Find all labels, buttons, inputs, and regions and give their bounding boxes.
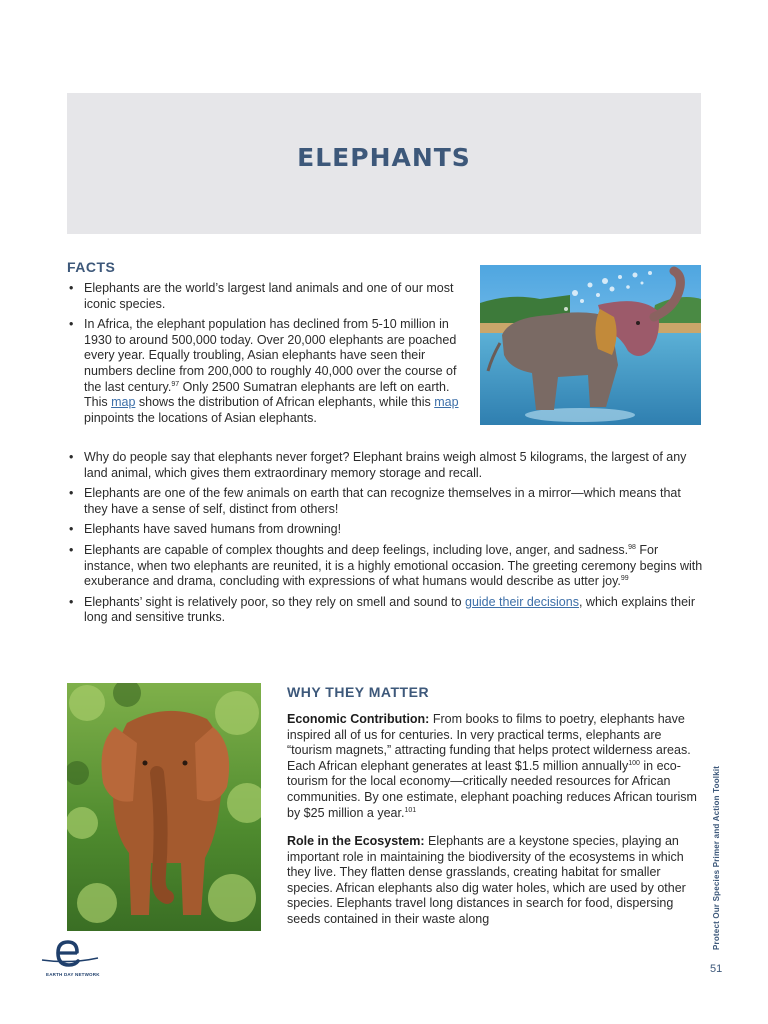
elephant-bathing-photo — [480, 265, 701, 425]
list-item: • Elephants are capable of complex thoughts and deep feelings, including love, anger, and sadness.$^{98}$ For instance, when two elephants are reunited, it is a highly emotional occasion. The greeting ceremony begins with exuberance and drama, concluding with expressions of what humans would describe as utter joy.$^{99}$ — [67, 543, 703, 590]
list-item: • Elephants have saved humans from drowning! — [67, 522, 703, 538]
economic-label: Economic Contribution: — [287, 712, 430, 726]
list-item: • Elephants are the world’s largest land animals and one of our most iconic species. — [67, 281, 472, 312]
facts-list-bottom — [67, 450, 703, 631]
footnote-ref: 97 — [171, 380, 180, 388]
asian-map-link[interactable]: map — [434, 395, 459, 410]
african-map-link[interactable]: map — [111, 395, 136, 410]
title-banner — [67, 93, 701, 234]
elephant-forest-photo — [67, 683, 261, 931]
logo-text: EARTH DAY NETWORK — [46, 972, 100, 977]
why-they-matter-heading: WHY THEY MATTER — [287, 684, 430, 700]
facts-heading: FACTS — [67, 259, 116, 275]
list-item: • Why do people say that elephants never forget? Elephant brains weigh almost 5 kilograms, the largest of any land animal, which gives them extraordinary memory storage and recall. — [67, 450, 703, 481]
list-item: • Elephants are one of the few animals on earth that can recognize themselves in a mirror—which means that they have a sense of self, distinct from others! — [67, 486, 703, 517]
footnote-ref: 100 — [628, 759, 640, 767]
ecosystem-label: Role in the Ecosystem: — [287, 834, 425, 848]
page-title: ELEPHANTS — [297, 143, 471, 172]
page-number: 51 — [710, 963, 723, 975]
economic-paragraph: Economic Contribution: From books to films to poetry, elephants have inspired all of us for centuries. In very practical terms, elephants are “tourism magnets,” attracting funding that helps protect wilderness areas. Each African elephant generates at least $1.5 million annually$^{100}$ in eco-tourism for the local economy—critically needed resources for African communities. By one estimate, elephant poaching reduces African tourism by $25 million a year.$^{101}$ — [287, 712, 697, 820]
footnote-ref: 99 — [620, 575, 629, 582]
guide-decisions-link[interactable]: guide their decisions — [465, 594, 579, 609]
list-item: • In Africa, the elephant population has declined from 5-10 million in 1930 to around 500,000 today. Over 20,000 elephants are poached every year. Equally troubling, Asian elephants have seen their numbers decline from 200,000 to roughly 40,000 over the course of the last century.$^{97}$ Only 2500 Sumatran elephants are left on earth. This map shows the distribution of African elephants, while this map pinpoints the locations of Asian elephants. — [67, 317, 472, 426]
list-item: • Elephants’ sight is relatively poor, so they rely on smell and sound to guide their decisions, which explains their long and sensitive trunks. — [67, 595, 703, 626]
facts-list-top — [67, 281, 472, 431]
footnote-ref: 101 — [404, 806, 417, 814]
footnote-ref: 98 — [628, 543, 636, 551]
ecosystem-paragraph: Role in the Ecosystem: Elephants are a keystone species, playing an important role in maintaining the biodiversity of the ecosystems in which they live. They flatten dense grasslands, creating habitat for smaller species. African elephants also dig water holes, which are used by other species. Elephants travel long distances in search for food, dispersing seeds contained in their waste along — [287, 834, 686, 926]
toolkit-side-label: Protect Our Species Primer and Action Toolkit — [712, 765, 721, 950]
